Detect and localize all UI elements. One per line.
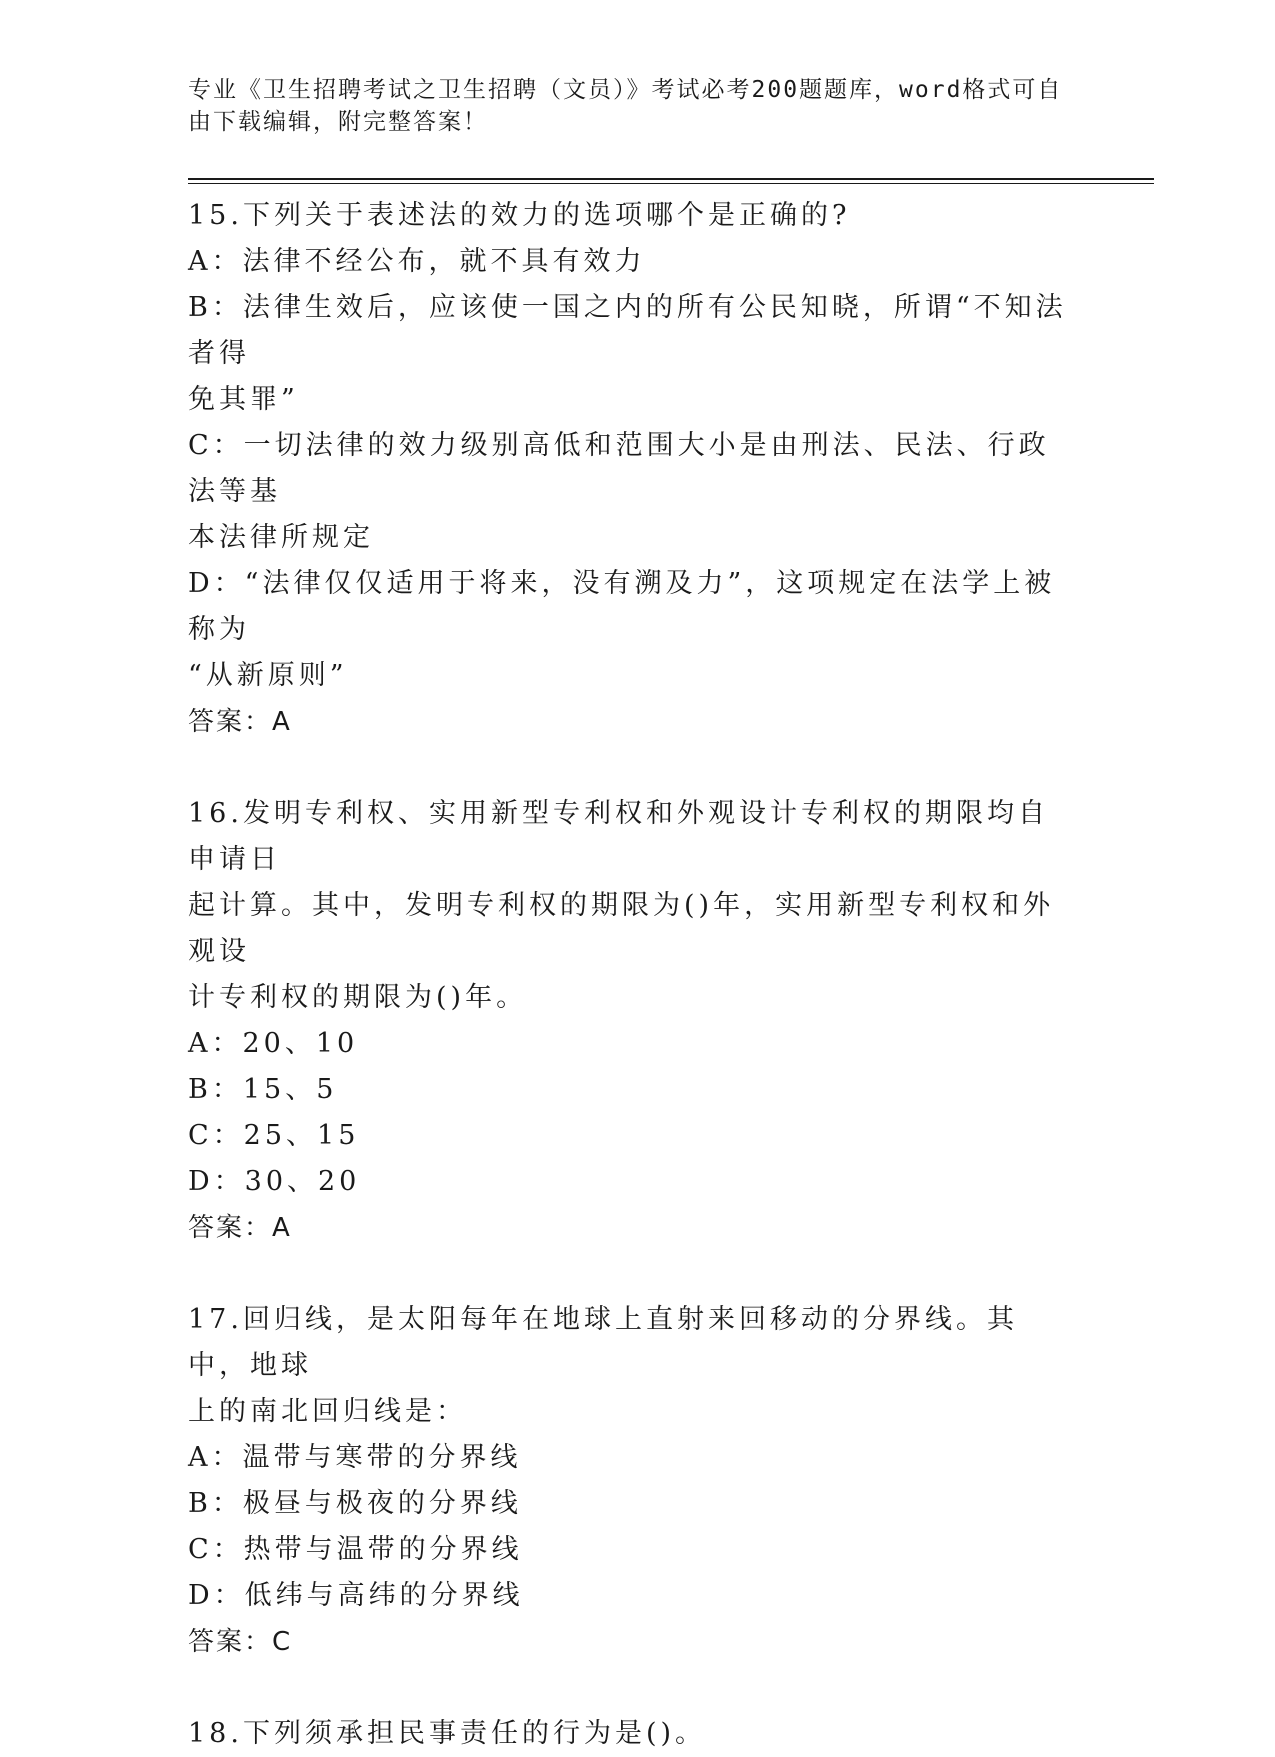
answer: 答案：A xyxy=(188,1213,292,1243)
option-d: D：“法律仅仅适用于将来，没有溯及力”，这项规定在法学上被称为 xyxy=(188,568,1056,645)
option-c-continued: 本法律所规定 xyxy=(188,522,374,553)
option-b: B：极昼与极夜的分界线 xyxy=(188,1488,522,1519)
option-a: A：法律不经公布，就不具有效力 xyxy=(188,246,646,277)
question-stem: 16.发明专利权、实用新型专利权和外观设计专利权的期限均自申请日 xyxy=(188,798,1049,875)
option-d: D：30、20 xyxy=(188,1166,361,1197)
option-c: C：一切法律的效力级别高低和范围大小是由刑法、民法、行政法等基 xyxy=(188,430,1050,507)
option-c: C：25、15 xyxy=(188,1120,360,1151)
header-line-2: 由下载编辑，附完整答案！ xyxy=(188,109,488,135)
spacer xyxy=(188,745,1068,791)
question-16 xyxy=(188,791,1068,1251)
spacer xyxy=(188,1665,1068,1711)
header-divider-thin xyxy=(188,183,1154,184)
header-divider-thick xyxy=(188,178,1154,180)
option-a: A：温带与寒带的分界线 xyxy=(188,1442,522,1473)
option-b-continued: 免其罪” xyxy=(188,384,299,415)
option-b: B：法律生效后，应该使一国之内的所有公民知晓，所谓“不知法者得 xyxy=(188,292,1067,369)
header-line-1: 专业《卫生招聘考试之卫生招聘（文员）》考试必考200题题库，word格式可自 xyxy=(188,77,1063,103)
option-a: A：20、10 xyxy=(188,1028,359,1059)
question-17 xyxy=(188,1297,1068,1665)
spacer xyxy=(188,1251,1068,1297)
question-stem: 15.下列关于表述法的效力的选项哪个是正确的? xyxy=(188,200,851,231)
question-stem: 18.下列须承担民事责任的行为是()。 xyxy=(188,1718,707,1749)
answer: 答案：A xyxy=(188,707,292,737)
option-d-continued: “从新原则” xyxy=(188,660,348,691)
option-c: C：热带与温带的分界线 xyxy=(188,1534,523,1565)
question-stem: 17.回归线，是太阳每年在地球上直射来回移动的分界线。其中，地球 xyxy=(188,1304,1018,1381)
question-stem-continued: 起计算。其中，发明专利权的期限为()年，实用新型专利权和外观设 xyxy=(188,890,1055,967)
option-d: D：低纬与高纬的分界线 xyxy=(188,1580,524,1611)
question-18 xyxy=(188,1711,1068,1757)
answer: 答案：C xyxy=(188,1627,293,1657)
question-list xyxy=(188,193,1068,1757)
question-stem-continued: 上的南北回归线是： xyxy=(188,1396,467,1427)
option-b: B：15、5 xyxy=(188,1074,338,1105)
document-header xyxy=(188,74,1068,138)
question-stem-continued: 计专利权的期限为()年。 xyxy=(188,982,528,1013)
question-15 xyxy=(188,193,1068,745)
